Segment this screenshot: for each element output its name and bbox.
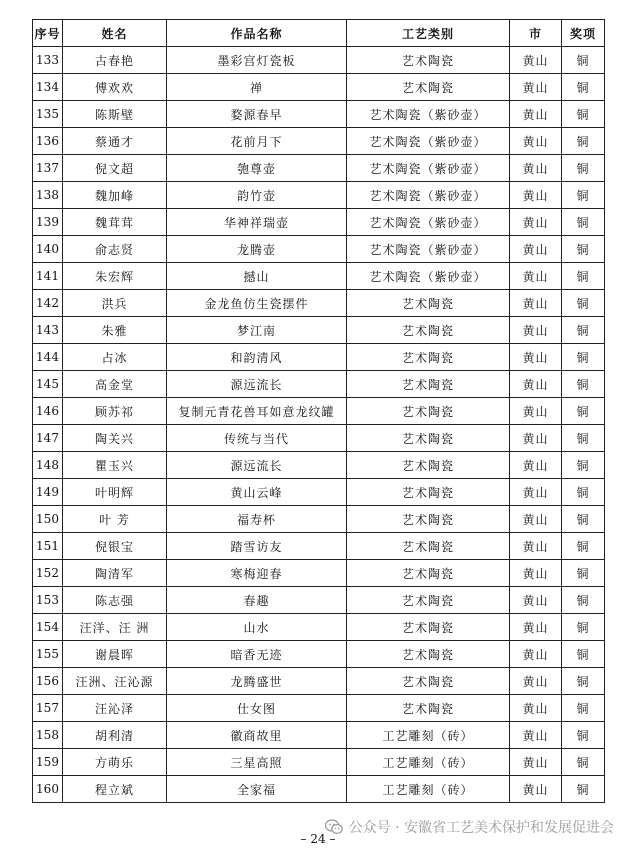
- cell-name: 汪洲、汪沁源: [63, 668, 167, 695]
- cell-city: 黄山: [510, 695, 562, 722]
- cell-city: 黄山: [510, 47, 562, 74]
- cell-award: 铜: [562, 101, 605, 128]
- cell-award: 铜: [562, 668, 605, 695]
- table-row: [33, 506, 605, 533]
- cell-city: 黄山: [510, 74, 562, 101]
- cell-work: 墨彩宫灯瓷板: [167, 47, 347, 74]
- cell-category: 艺术陶瓷（紫砂壶）: [347, 155, 510, 182]
- cell-no: 148: [33, 452, 63, 479]
- cell-category: 艺术陶瓷: [347, 425, 510, 452]
- cell-no: 146: [33, 398, 63, 425]
- table-row: [33, 722, 605, 749]
- cell-city: 黄山: [510, 101, 562, 128]
- cell-name: 魏加峰: [63, 182, 167, 209]
- cell-name: 叶明辉: [63, 479, 167, 506]
- header-award: 奖项: [562, 20, 605, 47]
- cell-category: 艺术陶瓷: [347, 371, 510, 398]
- table-row: [33, 317, 605, 344]
- cell-work: 龙腾盛世: [167, 668, 347, 695]
- table-row: [33, 560, 605, 587]
- cell-name: 谢晨晖: [63, 641, 167, 668]
- cell-work: 寒梅迎春: [167, 560, 347, 587]
- cell-work: 梦江南: [167, 317, 347, 344]
- cell-name: 程立斌: [63, 776, 167, 803]
- cell-no: 150: [33, 506, 63, 533]
- cell-name: 陈志强: [63, 587, 167, 614]
- cell-city: 黄山: [510, 344, 562, 371]
- cell-no: 151: [33, 533, 63, 560]
- cell-name: 汪沁泽: [63, 695, 167, 722]
- awards-table: [32, 19, 605, 803]
- cell-award: 铜: [562, 371, 605, 398]
- table-row: [33, 182, 605, 209]
- cell-no: 144: [33, 344, 63, 371]
- cell-city: 黄山: [510, 290, 562, 317]
- table-row: [33, 371, 605, 398]
- cell-award: 铜: [562, 155, 605, 182]
- cell-name: 陈斯壁: [63, 101, 167, 128]
- cell-award: 铜: [562, 425, 605, 452]
- cell-name: 占冰: [63, 344, 167, 371]
- table-row: [33, 425, 605, 452]
- cell-city: 黄山: [510, 398, 562, 425]
- cell-work: 撼山: [167, 263, 347, 290]
- cell-city: 黄山: [510, 236, 562, 263]
- cell-award: 铜: [562, 290, 605, 317]
- cell-city: 黄山: [510, 155, 562, 182]
- cell-name: 洪兵: [63, 290, 167, 317]
- cell-category: 艺术陶瓷: [347, 452, 510, 479]
- cell-category: 艺术陶瓷: [347, 317, 510, 344]
- cell-city: 黄山: [510, 371, 562, 398]
- table-row: [33, 587, 605, 614]
- cell-work: 金龙鱼仿生瓷摆件: [167, 290, 347, 317]
- cell-work: 全家福: [167, 776, 347, 803]
- header-category: 工艺类别: [347, 20, 510, 47]
- cell-award: 铜: [562, 776, 605, 803]
- cell-name: 胡利清: [63, 722, 167, 749]
- cell-work: 源远流长: [167, 452, 347, 479]
- cell-award: 铜: [562, 74, 605, 101]
- cell-name: 陶清军: [63, 560, 167, 587]
- cell-name: 倪银宝: [63, 533, 167, 560]
- cell-no: 154: [33, 614, 63, 641]
- cell-category: 艺术陶瓷: [347, 344, 510, 371]
- header-work: 作品名称: [167, 20, 347, 47]
- cell-award: 铜: [562, 641, 605, 668]
- cell-category: 艺术陶瓷: [347, 398, 510, 425]
- cell-category: 艺术陶瓷: [347, 614, 510, 641]
- table-row: [33, 749, 605, 776]
- cell-city: 黄山: [510, 641, 562, 668]
- cell-no: 152: [33, 560, 63, 587]
- cell-work: 华神祥瑞壶: [167, 209, 347, 236]
- table-row: [33, 263, 605, 290]
- cell-name: 俞志贤: [63, 236, 167, 263]
- cell-award: 铜: [562, 47, 605, 74]
- cell-award: 铜: [562, 614, 605, 641]
- cell-award: 铜: [562, 263, 605, 290]
- cell-name: 蔡通才: [63, 128, 167, 155]
- cell-award: 铜: [562, 587, 605, 614]
- cell-category: 艺术陶瓷（紫砂壶）: [347, 209, 510, 236]
- cell-category: 艺术陶瓷: [347, 695, 510, 722]
- table-row: [33, 452, 605, 479]
- cell-no: 147: [33, 425, 63, 452]
- cell-city: 黄山: [510, 182, 562, 209]
- cell-name: 古春艳: [63, 47, 167, 74]
- cell-no: 155: [33, 641, 63, 668]
- cell-city: 黄山: [510, 560, 562, 587]
- cell-no: 133: [33, 47, 63, 74]
- cell-award: 铜: [562, 182, 605, 209]
- table-row: [33, 101, 605, 128]
- cell-no: 136: [33, 128, 63, 155]
- cell-award: 铜: [562, 398, 605, 425]
- cell-city: 黄山: [510, 479, 562, 506]
- cell-no: 139: [33, 209, 63, 236]
- cell-name: 朱宏辉: [63, 263, 167, 290]
- table-row: [33, 398, 605, 425]
- cell-category: 艺术陶瓷: [347, 560, 510, 587]
- cell-city: 黄山: [510, 452, 562, 479]
- cell-work: 匏尊壶: [167, 155, 347, 182]
- table-body: [33, 47, 605, 803]
- cell-award: 铜: [562, 236, 605, 263]
- cell-city: 黄山: [510, 533, 562, 560]
- cell-city: 黄山: [510, 209, 562, 236]
- cell-category: 艺术陶瓷: [347, 290, 510, 317]
- cell-award: 铜: [562, 479, 605, 506]
- cell-category: 艺术陶瓷（紫砂壶）: [347, 236, 510, 263]
- cell-no: 142: [33, 290, 63, 317]
- table-row: [33, 155, 605, 182]
- cell-no: 135: [33, 101, 63, 128]
- cell-work: 复制元青花兽耳如意龙纹罐: [167, 398, 347, 425]
- cell-work: 福寿杯: [167, 506, 347, 533]
- cell-city: 黄山: [510, 614, 562, 641]
- cell-work: 和韵清风: [167, 344, 347, 371]
- cell-city: 黄山: [510, 722, 562, 749]
- cell-no: 145: [33, 371, 63, 398]
- cell-category: 工艺雕刻（砖）: [347, 776, 510, 803]
- cell-award: 铜: [562, 722, 605, 749]
- cell-award: 铜: [562, 209, 605, 236]
- cell-award: 铜: [562, 344, 605, 371]
- cell-no: 137: [33, 155, 63, 182]
- cell-work: 龙腾壶: [167, 236, 347, 263]
- table-header-row: [33, 20, 605, 47]
- cell-category: 艺术陶瓷（紫砂壶）: [347, 101, 510, 128]
- table-row: [33, 614, 605, 641]
- cell-category: 工艺雕刻（砖）: [347, 749, 510, 776]
- cell-award: 铜: [562, 695, 605, 722]
- cell-city: 黄山: [510, 668, 562, 695]
- cell-work: 源远流长: [167, 371, 347, 398]
- cell-no: 140: [33, 236, 63, 263]
- table-row: [33, 290, 605, 317]
- cell-no: 138: [33, 182, 63, 209]
- cell-city: 黄山: [510, 128, 562, 155]
- cell-work: 踏雪访友: [167, 533, 347, 560]
- cell-category: 艺术陶瓷: [347, 506, 510, 533]
- cell-work: 黄山云峰: [167, 479, 347, 506]
- cell-no: 158: [33, 722, 63, 749]
- cell-award: 铜: [562, 749, 605, 776]
- cell-no: 159: [33, 749, 63, 776]
- cell-category: 艺术陶瓷: [347, 668, 510, 695]
- cell-city: 黄山: [510, 317, 562, 344]
- table-row: [33, 479, 605, 506]
- cell-work: 禅: [167, 74, 347, 101]
- cell-work: 山水: [167, 614, 347, 641]
- cell-work: 韵竹壶: [167, 182, 347, 209]
- table-row: [33, 344, 605, 371]
- cell-no: 156: [33, 668, 63, 695]
- cell-category: 艺术陶瓷: [347, 74, 510, 101]
- cell-award: 铜: [562, 506, 605, 533]
- cell-name: 叶 芳: [63, 506, 167, 533]
- cell-category: 艺术陶瓷: [347, 47, 510, 74]
- cell-award: 铜: [562, 560, 605, 587]
- cell-category: 艺术陶瓷: [347, 479, 510, 506]
- cell-work: 春趣: [167, 587, 347, 614]
- cell-no: 141: [33, 263, 63, 290]
- cell-no: 143: [33, 317, 63, 344]
- table-row: [33, 776, 605, 803]
- table-row: [33, 533, 605, 560]
- cell-work: 三星高照: [167, 749, 347, 776]
- header-no: 序号: [33, 20, 63, 47]
- cell-name: 朱雅: [63, 317, 167, 344]
- cell-no: 153: [33, 587, 63, 614]
- cell-name: 陶关兴: [63, 425, 167, 452]
- cell-work: 传统与当代: [167, 425, 347, 452]
- cell-no: 149: [33, 479, 63, 506]
- cell-city: 黄山: [510, 587, 562, 614]
- cell-work: 徽商故里: [167, 722, 347, 749]
- cell-city: 黄山: [510, 776, 562, 803]
- table-row: [33, 128, 605, 155]
- cell-city: 黄山: [510, 506, 562, 533]
- table-row: [33, 236, 605, 263]
- cell-award: 铜: [562, 533, 605, 560]
- cell-name: 方萌乐: [63, 749, 167, 776]
- cell-city: 黄山: [510, 749, 562, 776]
- cell-award: 铜: [562, 317, 605, 344]
- table-row: [33, 668, 605, 695]
- header-name: 姓名: [63, 20, 167, 47]
- cell-category: 艺术陶瓷（紫砂壶）: [347, 128, 510, 155]
- cell-city: 黄山: [510, 263, 562, 290]
- cell-work: 婺源春早: [167, 101, 347, 128]
- cell-work: 花前月下: [167, 128, 347, 155]
- cell-category: 艺术陶瓷: [347, 533, 510, 560]
- cell-city: 黄山: [510, 425, 562, 452]
- table-row: [33, 695, 605, 722]
- table-row: [33, 209, 605, 236]
- cell-work: 仕女图: [167, 695, 347, 722]
- table-row: [33, 47, 605, 74]
- cell-name: 汪洋、汪 洲: [63, 614, 167, 641]
- cell-category: 艺术陶瓷（紫砂壶）: [347, 182, 510, 209]
- header-city: 市: [510, 20, 562, 47]
- page-number: – 24 –: [300, 832, 336, 846]
- cell-award: 铜: [562, 128, 605, 155]
- cell-work: 暗香无迹: [167, 641, 347, 668]
- cell-name: 顾苏祁: [63, 398, 167, 425]
- cell-award: 铜: [562, 452, 605, 479]
- table-row: [33, 74, 605, 101]
- cell-no: 157: [33, 695, 63, 722]
- table-row: [33, 641, 605, 668]
- cell-category: 艺术陶瓷（紫砂壶）: [347, 263, 510, 290]
- cell-no: 160: [33, 776, 63, 803]
- cell-name: 瞿玉兴: [63, 452, 167, 479]
- cell-name: 傅欢欢: [63, 74, 167, 101]
- cell-category: 艺术陶瓷: [347, 587, 510, 614]
- cell-no: 134: [33, 74, 63, 101]
- cell-category: 艺术陶瓷: [347, 641, 510, 668]
- cell-category: 工艺雕刻（砖）: [347, 722, 510, 749]
- cell-name: 倪文超: [63, 155, 167, 182]
- cell-name: 魏茸茸: [63, 209, 167, 236]
- cell-name: 高金堂: [63, 371, 167, 398]
- watermark-text: 公众号 · 安徽省工艺美术保护和发展促进会: [348, 820, 614, 836]
